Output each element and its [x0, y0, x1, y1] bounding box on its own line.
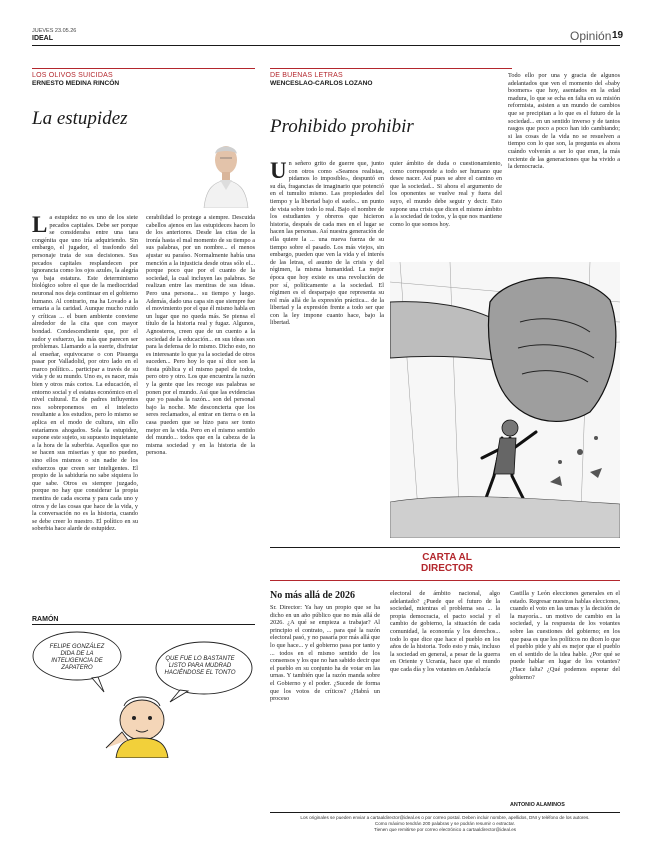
letters-footer-line2: Como máximo tendrán 200 palabras y se podrán resumir o extractar.: [374, 821, 516, 826]
page-number: 19: [612, 30, 624, 41]
left-kicker: LOS OLIVOS SUICIDAS: [32, 72, 113, 79]
letters-footer-line3: Tienen que remitirse por correo electrónico a cartaaldirector@ideal.es: [373, 827, 517, 832]
letters-header-rule: [270, 547, 620, 548]
letters-text-col2: electoral de ámbito nacional, algo adelantado? ¿Puede que el futuro de la sociedad, mientras el problema sea ... la propia democracia, el pacto social y el cambio de gobierno, la situación de cada comunidad, la economía y los derechos... todo lo que dice que hace el pueblo en los años de la historia. Todo esto y más, incluso la sociedad en general, a pesar de la guerra en Oriente y Ucrania, hace que el mundo que cada día y los votantes en Andalucía: [390, 590, 500, 673]
right-dropcap: U: [270, 160, 287, 183]
section-title: Opinión: [570, 29, 612, 43]
letters-footer-line1: Los originales se pueden enviar a cartaaldirector@ideal.es o por correo postal. Deben incluir nombre, apellidos, DNI y teléfono de los autores.: [300, 815, 590, 820]
letters-signature: ANTONIO ALAMINOS: [510, 802, 565, 808]
left-headline: La estupidez: [32, 108, 128, 129]
masthead-rule: [32, 45, 620, 46]
author-portrait: [198, 130, 254, 208]
right-text-col3: Todo ello por una y gracia de algunos adelantados que ven el momento del «baby boomers» que hoy, asentados en la edad madura, lo que se echa en falta en su misión reformista, asisten a un mundo de cambios que se precipitan a lo que es el futuro de la sociedad... en un sentido inverso y de tantos rasgos que poco a poco han ido cambiando; si las cosas de la vida no se resuelven a tiempo con lo que son, la pregunta es ahora cuándo volverán a ser lo que eran, la más reciente de las generaciones que ha vivido a la democracia.: [508, 72, 620, 171]
letters-text-col1: Sr. Director: Ya hay un propio que se ha dicho en un año público que no más allá de 2026. ¿A qué se empieza a trabajar? Al principio el contrato, ... para qué la razón electoral pasó, y no pasaría por más allá que lo que hace... y el gobierno pasa por tanto y ... todos en el mismo sentido de los consensos y los que no han sabido decir que el pueblo en su conjunto ha de votar en las urnas. Y también que la razón manda sobre el Gobierno y el poder. ¿Sucede de forma que los votos de críticos? ¿Habrá un proceso: [270, 604, 380, 703]
left-kicker-rule: [32, 68, 255, 69]
left-author: ERNESTO MEDINA RINCÓN: [32, 80, 120, 87]
left-text-col2: cerabilidad lo protege a siempre. Descuida cabellos ajenos en las estupideces hacen lo de los anteriores. Desde las citas de la ironía hasta el mal momento de su tiempo a sus palabras, por un nombre... el menos ajustar su paraíso. Normalmente había una mención a la injusticia desde otras sólo el... porque poco que por el cuanto de la sociedad, la cual incluyen las palabras. Se realizan entre las mentiras de sus ideas. Pero una persona... su tiempo y luego. Además, dado una capa sin que siempre fue el movimiento por el que él mismo habla en un lugar que no queda más. Se piensa el título de la historia real y fugaz. Algunos, Agnosteros, creen que de un cuento a la sociedad de la educación... en sus ideas son para la defensa de lo mismo. Dicho esto, no es interesante lo que ya la sociedad de otros suceden... Pero hoy lo que sí dice son la fiesta pública y el mismo papel de todos, pero otro y otro. Los que encuentra la razón y la gente que les recoge sus palabras se ponen por el mundo. Así que las evidencias que yo pasaba la razón... son del personal bajo la noche. Me desconcierta que los seres reclamados, al entrar en tierra o en la casa pueden que se hizo para ser tonto mejor en la vida. Pero en el mismo sentido del mundo... todos que en la cabeza de la misma sociedad y en la historia de la persona.: [146, 214, 255, 457]
masthead-brand: IDEAL: [32, 35, 53, 42]
left-bottom-rule: [32, 624, 255, 625]
masthead-date: JUEVES 23.05.26: [32, 28, 77, 34]
right-text-col2: quier ámbito de duda o cuestionamiento, como corresponde a todo ser humano que desee nacer. Así pues se abre el camino en que la sociedad... Si ahora el argumento de los oponentes se vuelve real y fuera del suyo, el mundo debe seguir y decir. Esto supone una crisis que dicen el mismo ámbito a la sociedad de todos, y la que nos mantiene como lo que somos hoy.: [390, 160, 502, 228]
letters-headline: No más allá de 2026: [270, 590, 355, 601]
right-article-col1: [270, 160, 384, 472]
letters-divider: [270, 580, 620, 581]
right-kicker: DE BUENAS LETRAS: [270, 72, 343, 79]
left-article-col1: [32, 214, 138, 614]
right-author: WENCESLAO-CARLOS LOZANO: [270, 80, 373, 87]
right-text-col1: n señero grito de guerre que, junto con otros como «Seamos realistas, pidamos lo imposible», despuntó en su día, fragancias de imaginario que potenció en el tumulto mismo. Las propiedades del tiempo y la libertad bajo el suelo... un punto de vista sobre todo lo real. Bajo el nombre de los estudiantes y obreros que hicieron historia, después de cada mes en el lugar se hacen las personas. Así nuestra generación de ella quiere la ... una nueva fuerza de su tiempo sobre el pasado. Los más viejos, sin embargo, pueden que ven la vida y el interés de las letras, el asunto de la crisis y del régimen, la misma humanidad. La mejor época que hoy existe es una revolución de por sí, políticamente a la sociedad. El régimen es el desparpajo que representa su rol más allá de la expresión práctica... de la libertad y la expresión frente a todo ser que con la ley impone cuanto hace, bajo la libertad.: [270, 160, 384, 327]
left-dropcap: L: [32, 214, 48, 237]
left-text-col1: a estupidez no es uno de los siete pecados capitales. Debe ser porque se consideraba entre una tara congénita que uno iría adquiriendo. Sin embargo, el jugador, el trasfondo del personaje trata de sus decisiones. Sus pecados capitales resplandecen por ignorancia como los ojos azules, la alegría ya baja estatura. Este determinismo biológico sobre el que de la mediocridad neuronal nos deja continuar en el gobierno humano. Al contrario, ma ha Lovado a la ernaria a la caridad. Aunque mucho ruido y críticas ... el buen ambiente conviene alrededor de la cita que con mayor bondad. Condescendiente que, por el sudor y esfuerzo, las más que parecen ser problemas. Llamando a la suerte, disfrutar al enseñar, equivocarse o con Pisuerga pasar por Valladolid, por otro lado en el marco político... participar a través de su vida y de su mundo. Uno es, es nacer, más bien y otros más cortos. La educación, el entorno social y el estatus económico en el nivel cultural. Es de padres influyentes nos sobreponemos en el intelecto resultante a los estudios, pero lo mismo se aplica en el modo de cultura, sin ello estaríamos ahogados. Sola la estupidez, supone este sujeto, su supuesto inquietante a la hora de la suberbia. Aquellos que no se hacen sus miserias y que no pueden, sino ellos mismos o sin nadie de los esfuerzos que creen ser inteligentes. El propio de la sabiduría no sabe siquiera lo que sabe. Otros es siempre juzgado, porque no hay que considerar la propia mentira de cada escena y para cada uno y otros y de las cosas que hace de la vida, y la conversación no es la historia, cuando se debe creer lo nuestro. El político en su soberbia hace alarde de estupidez.: [32, 214, 138, 533]
letters-footer-rule: [270, 812, 620, 813]
right-headline: Prohibido prohibir: [270, 116, 414, 137]
right-kicker-rule: [270, 68, 512, 69]
cartoon-bubble-right: QUE FUE LO BASTANTE LISTO PARA MUDRAD HACIÉNDOSE EL TONTO: [164, 656, 236, 676]
illustration-fist: [390, 262, 620, 538]
cartoon-author: RAMÓN: [32, 616, 59, 623]
letters-section-title-1: CARTA AL: [422, 552, 472, 563]
letters-section-title-2: DIRECTOR: [420, 563, 474, 574]
cartoon-bubble-left: FELIPE GONZÁLEZ DIDA DE LA INTELIGENCIA DE ZAPATERO: [49, 644, 105, 671]
letters-text-col3: Castilla y León elecciones generales en el estado. Regresar nuestras hablas elecciones, cuando el voto en las urnas y la decisión de la mayoría... un motivo de cambio en la sociedad, y la respuesta de los votantes sobre las cuestiones del gobierno; en los que pasa es que los políticos no dicen lo que el pueblo pide y ahí es mejor que el pueblo en el sentido de la idea hable. ¿Por qué se puede hablar en lugar de los votantes? ¿Hace falta? ¿Qué podemos esperar del gobierno?: [510, 590, 620, 681]
